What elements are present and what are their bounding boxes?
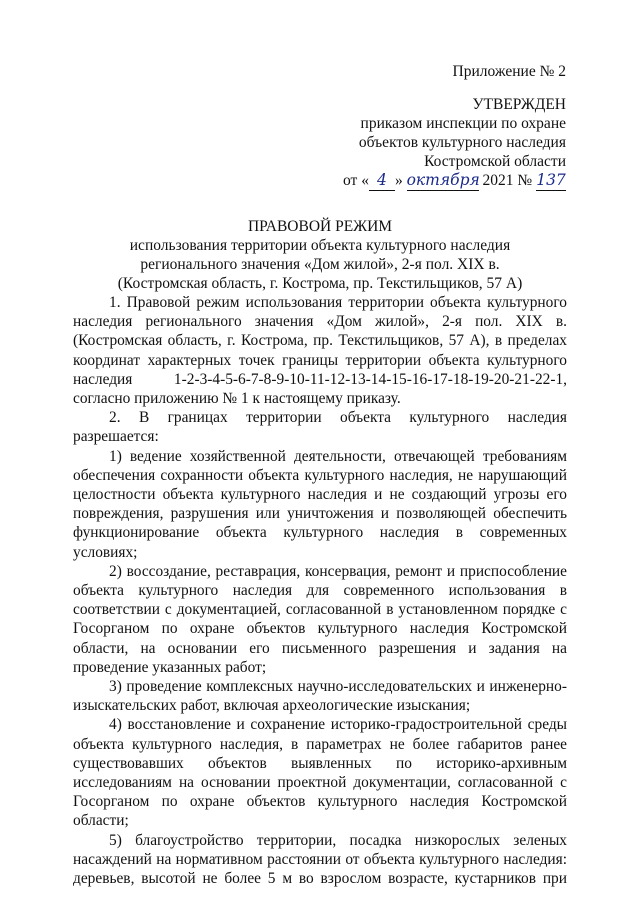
date-month: октября: [406, 171, 480, 189]
header-block: [453, 62, 566, 81]
paragraph-2-item-1: 1) ведение хозяйственной деятельности, отвечающей требованиям обеспечения сохранности объекта культурного наследия, не нарушающий целостности объекта культурного наследия и не создающий угрозы его повреждения, разрушения или уничтожения и позволяющей обеспечить функционирование объекта культурного наследия в современных условиях;: [73, 447, 567, 561]
approval-date-line: [343, 171, 566, 191]
doc-subtitle-3: (Костромская область, г. Кострома, пр. Текстильщиков, 57 А): [117, 275, 523, 292]
date-day: 4: [369, 171, 395, 191]
order-number: 137: [536, 171, 566, 189]
paragraph-2-item-5: 5) благоустройство территории, посадка низкорослых зеленых насаждений на нормативном расстоянии от объекта культурного наследия: деревьев, высотой не более 5 м во взрослом возрасте, кустарников при: [73, 831, 567, 888]
approval-block: [343, 95, 566, 191]
appendix-label: Приложение № 2: [452, 63, 566, 80]
doc-subtitle-2: регионального значения «Дом жилой», 2-я пол. XIX в.: [140, 256, 500, 273]
date-year-number: 2021 №: [482, 172, 533, 189]
title-block: [0, 217, 640, 293]
approval-line-3: Костромской области: [424, 153, 566, 170]
paragraph-2-item-3: 3) проведение комплексных научно-исследовательских и инженерно-изыскательских работ, включая археологические изыскания;: [73, 678, 567, 715]
doc-subtitle-1: использования территории объекта культурного наследия: [129, 237, 511, 254]
doc-title: ПРАВОВОЙ РЕЖИМ: [247, 218, 393, 235]
approved-label: УТВЕРЖДЕН: [472, 96, 566, 113]
approval-line-1: приказом инспекции по охране: [360, 115, 566, 132]
approval-line-2: объектов культурного наследия: [358, 134, 566, 151]
date-prefix: от «: [343, 172, 369, 189]
document-body: [73, 293, 567, 888]
date-mid: »: [394, 172, 403, 189]
paragraph-1: 1. Правовой режим использования территории объекта культурного наследия регионального значения «Дом жилой», 2-я пол. XIX в. (Костромская область, г. Кострома, пр. Текстильщиков, 57 А), в пределах координат характерных точек границы территории объекта культурного наследия 1-2-3-4-5-6-7-8-9-10-11-12-13-14-15-16-17-18-19-20-21-22-1, согласно приложению № 1 к настоящему приказу.: [73, 294, 567, 408]
paragraph-2: 2. В границах территории объекта культурного наследия разрешается:: [73, 409, 567, 446]
paragraph-2-item-2: 2) воссоздание, реставрация, консервация, ремонт и приспособление объекта культурного наследия для современного использования в соответствии с документацией, согласованной в установленном порядке с Госорганом по охране объектов культурного наследия Костромской области, на основании его письменного разрешения и задания на проведение указанных работ;: [73, 562, 567, 676]
paragraph-2-item-4: 4) восстановление и сохранение историко-градостроительной среды объекта культурного наследия, в параметрах не более габаритов ранее существовавших объектов выявленных по историко-архивным исследованиям на основании проектной документации, согласованной с Госорганом по охране объектов культурного наследия Костромской области;: [73, 716, 567, 830]
